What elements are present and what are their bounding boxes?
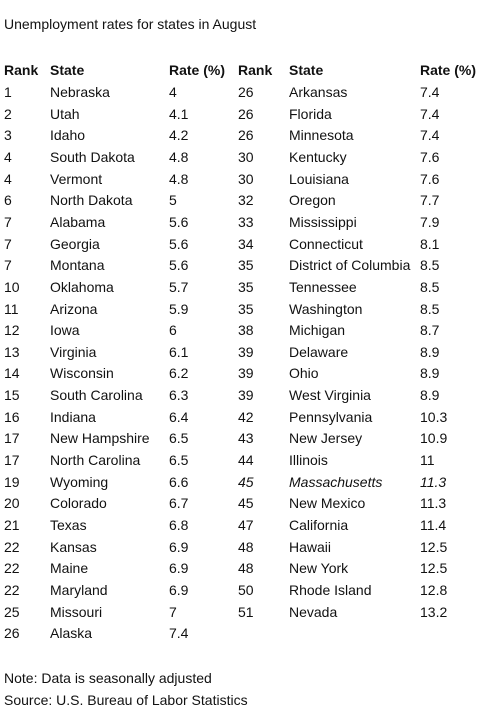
table-cell-rate: 6.9: [169, 538, 189, 555]
table-cell-state: Georgia: [50, 235, 100, 252]
table-cell-state: Arizona: [50, 300, 98, 317]
table-cell-rate: 7.7: [420, 192, 440, 209]
table-cell-state: Oregon: [289, 192, 336, 209]
header-rate-right: Rate (%): [420, 62, 477, 78]
table-cell-state: Nebraska: [50, 84, 110, 100]
table-cell-rank: 12: [4, 322, 20, 339]
table-cell-rate: 5.9: [169, 300, 189, 317]
table-cell-rate: 6.1: [169, 343, 189, 360]
table-cell-rate: 6: [169, 322, 177, 339]
table-cell-rank: 1: [4, 84, 12, 100]
table-cell-rate: 8.7: [420, 322, 440, 339]
table-cell-state: Connecticut: [289, 235, 363, 252]
table-cell-rank: 45: [238, 495, 254, 512]
table-cell-state: North Carolina: [50, 452, 141, 468]
table-cell-rank: 26: [238, 105, 254, 122]
table-cell-state: Tennessee: [289, 278, 357, 295]
table-cell-state: Wyoming: [50, 473, 109, 490]
table-cell-state: New York: [289, 560, 349, 577]
table-cell-state: Alaska: [50, 625, 93, 642]
table-cell-rate: 11.3: [420, 473, 447, 490]
page-title: Unemployment rates for states in August: [4, 16, 257, 32]
table-cell-rate: 8.9: [420, 387, 440, 404]
table-cell-state: Arkansas: [289, 84, 348, 100]
source-line: Source: U.S. Bureau of Labor Statistics: [4, 692, 248, 708]
table-cell-state: Texas: [50, 517, 87, 533]
table-cell-state: Utah: [50, 105, 80, 122]
table-cell-rate: 8.9: [420, 343, 440, 360]
table-cell-state: Massachusetts: [289, 473, 383, 490]
table-cell-state: North Dakota: [50, 192, 133, 209]
table-cell-rate: 6.9: [169, 560, 189, 577]
table-cell-rank: 26: [238, 84, 254, 100]
table-cell-rank: 15: [4, 387, 20, 404]
table-cell-rate: 7.4: [420, 127, 440, 144]
table-cell-rank: 10: [4, 278, 20, 295]
table-cell-state: Kentucky: [289, 148, 347, 165]
table-cell-rate: 10.9: [420, 430, 448, 447]
table-cell-rank: 4: [4, 148, 12, 165]
table-cell-state: District of Columbia: [289, 257, 411, 274]
table-cell-rate: 12.5: [420, 538, 448, 555]
table-cell-rate: 6.7: [169, 495, 189, 512]
table-cell-state: Alabama: [50, 213, 106, 230]
table-cell-rate: 7.9: [420, 213, 440, 230]
table-cell-rate: 8.5: [420, 278, 440, 295]
table-cell-state: Pennsylvania: [289, 408, 373, 425]
table-cell-state: Wisconsin: [50, 365, 114, 382]
table-cell-rate: 7.4: [169, 625, 189, 642]
table-cell-state: West Virginia: [289, 387, 371, 404]
table-cell-rank: 30: [238, 148, 254, 165]
table-cell-rank: 21: [4, 517, 20, 533]
table-cell-rate: 6.9: [169, 582, 189, 598]
table-cell-rank: 6: [4, 192, 12, 209]
table-cell-rank: 51: [238, 603, 254, 620]
header-state-right: State: [289, 62, 324, 78]
table-cell-rate: 8.5: [420, 300, 440, 317]
table-cell-rate: 6.2: [169, 365, 189, 382]
table-cell-rank: 13: [4, 343, 20, 360]
table-cell-rank: 26: [4, 625, 20, 642]
table-cell-rank: 20: [4, 495, 20, 512]
table-cell-rate: 12.8: [420, 582, 448, 598]
table-cell-state: Oklahoma: [50, 278, 114, 295]
table-cell-rank: 44: [238, 452, 254, 468]
table-cell-rate: 8.9: [420, 365, 440, 382]
table-cell-state: Kansas: [50, 538, 97, 555]
table-cell-rank: 7: [4, 235, 12, 252]
table-cell-rank: 7: [4, 257, 12, 274]
table-cell-rate: 5.6: [169, 235, 189, 252]
table-cell-rate: 5: [169, 192, 177, 209]
table-cell-state: Maine: [50, 560, 89, 577]
table-cell-rank: 7: [4, 213, 12, 230]
table-cell-state: Hawaii: [289, 538, 332, 555]
table-cell-rate: 5.6: [169, 213, 189, 230]
table-cell-state: Montana: [50, 257, 105, 274]
table-cell-rank: 32: [238, 192, 254, 209]
table-cell-state: New Jersey: [289, 430, 363, 447]
table-cell-rate: 8.5: [420, 257, 440, 274]
table-cell-state: South Dakota: [50, 148, 135, 165]
table-cell-state: Illinois: [289, 452, 328, 468]
table-cell-state: Virginia: [50, 343, 97, 360]
table-cell-rate: 6.3: [169, 387, 189, 404]
table-cell-state: Michigan: [289, 322, 346, 339]
table-cell-rank: 43: [238, 430, 254, 447]
table-cell-state: Colorado: [50, 495, 107, 512]
table-cell-rank: 26: [238, 127, 254, 144]
table-cell-rate: 6.5: [169, 452, 189, 468]
table-cell-rank: 22: [4, 538, 20, 555]
table-cell-rate: 6.6: [169, 473, 189, 490]
table-cell-rate: 7.6: [420, 148, 440, 165]
table-cell-rank: 14: [4, 365, 20, 382]
table-cell-rate: 10.3: [420, 408, 448, 425]
table-cell-rank: 35: [238, 278, 254, 295]
table-cell-rate: 8.1: [420, 235, 440, 252]
table-cell-state: Indiana: [50, 408, 96, 425]
table-cell-rank: 17: [4, 430, 20, 447]
table-cell-rate: 12.5: [420, 560, 448, 577]
table-cell-rank: 39: [238, 387, 254, 404]
table-cell-state: California: [289, 517, 349, 533]
table-cell-state: Maryland: [50, 582, 108, 598]
table-cell-state: Mississippi: [289, 213, 357, 230]
table-cell-rank: 38: [238, 322, 254, 339]
table-cell-rank: 33: [238, 213, 254, 230]
table-cell-rank: 48: [238, 538, 254, 555]
table-cell-rate: 7.4: [420, 105, 440, 122]
table-cell-rate: 4.1: [169, 105, 189, 122]
table-cell-rank: 35: [238, 257, 254, 274]
table-cell-rate: 6.5: [169, 430, 189, 447]
table-cell-rank: 22: [4, 560, 20, 577]
table-cell-state: Delaware: [289, 343, 349, 360]
table-cell-rank: 25: [4, 603, 20, 620]
footnote: Note: Data is seasonally adjusted: [4, 670, 212, 686]
table-cell-state: Idaho: [50, 127, 86, 144]
table-cell-state: Washington: [289, 300, 363, 317]
table-cell-rate: 4.8: [169, 170, 189, 187]
header-rank-left: Rank: [4, 62, 39, 78]
table-cell-state: Ohio: [289, 365, 319, 382]
table-cell-rank: 34: [238, 235, 254, 252]
table-cell-state: New Mexico: [289, 495, 366, 512]
table-cell-state: Florida: [289, 105, 332, 122]
table-cell-state: Missouri: [50, 603, 103, 620]
table-cell-rate: 5.6: [169, 257, 189, 274]
header-state-left: State: [50, 62, 85, 78]
table-cell-rank: 2: [4, 105, 12, 122]
table-cell-rate: 4.8: [169, 148, 189, 165]
table-cell-rate: 7: [169, 603, 177, 620]
table-cell-state: South Carolina: [50, 387, 143, 404]
table-cell-rank: 17: [4, 452, 20, 468]
table-cell-rank: 39: [238, 365, 254, 382]
header-rate-left: Rate (%): [169, 62, 226, 78]
table-cell-rank: 35: [238, 300, 254, 317]
table-cell-rate: 4.2: [169, 127, 189, 144]
table-cell-rank: 4: [4, 170, 12, 187]
table-cell-state: Vermont: [50, 170, 103, 187]
table-cell-state: Minnesota: [289, 127, 354, 144]
table-cell-state: Nevada: [289, 603, 338, 620]
table-cell-state: Louisiana: [289, 170, 349, 187]
table-cell-rate: 13.2: [420, 603, 448, 620]
table-cell-rate: 5.7: [169, 278, 189, 295]
table-cell-rate: 7.4: [420, 84, 440, 100]
table-cell-state: Rhode Island: [289, 582, 372, 598]
table-cell-rate: 7.6: [420, 170, 440, 187]
table-cell-rank: 22: [4, 582, 20, 598]
table-cell-rate: 4: [169, 84, 177, 100]
table-cell-rank: 48: [238, 560, 254, 577]
table-cell-rank: 39: [238, 343, 254, 360]
table-cell-rank: 47: [238, 517, 254, 533]
table-cell-rank: 42: [238, 408, 254, 425]
table-cell-rank: 11: [4, 300, 19, 317]
table-cell-rate: 6.8: [169, 517, 189, 533]
table-cell-rate: 11.4: [420, 517, 447, 533]
table-cell-rank: 30: [238, 170, 254, 187]
table-cell-rate: 11.3: [420, 495, 447, 512]
table-cell-state: New Hampshire: [50, 430, 150, 447]
table-cell-rank: 45: [238, 473, 254, 490]
table-cell-rank: 16: [4, 408, 20, 425]
table-cell-rank: 3: [4, 127, 12, 144]
table-cell-rank: 19: [4, 473, 20, 490]
table-cell-rate: 6.4: [169, 408, 189, 425]
table-cell-rank: 50: [238, 582, 254, 598]
table-cell-state: Iowa: [50, 322, 80, 339]
table-cell-rate: 11: [420, 452, 435, 468]
header-rank-right: Rank: [238, 62, 273, 78]
